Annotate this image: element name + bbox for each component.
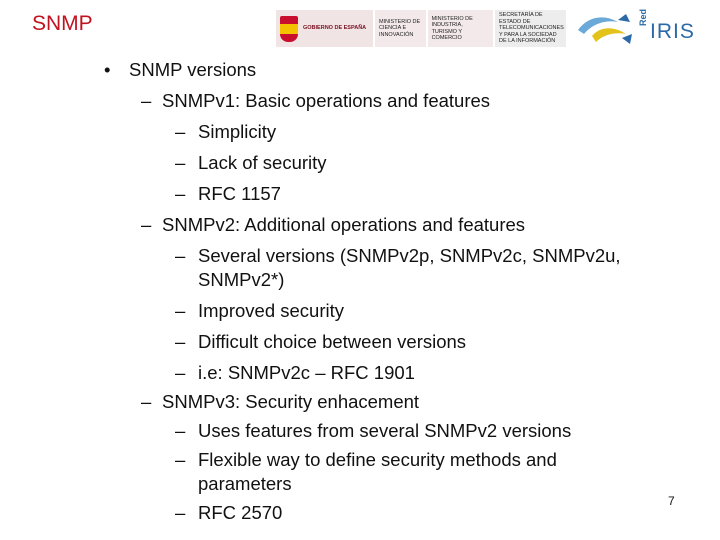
bullet-improved-security: Improved security — [198, 300, 344, 321]
dash-marker: – — [175, 183, 186, 204]
secretaria-logo: SECRETARÍA DE ESTADO DE TELECOMUNICACIONES Y PARA LA SOCIEDAD DE LA INFORMACIÓN — [495, 10, 566, 47]
bullet-several-versions: Several versions (SNMPv2p, SNMPv2c, SNMPv2u, — [198, 245, 621, 266]
bullet-snmpv1: SNMPv1: Basic operations and features — [162, 90, 491, 111]
gobierno-logo — [276, 10, 373, 47]
bullet-difficult-choice: Difficult choice between versions — [198, 331, 467, 352]
ministerio-ciencia-logo: MINISTERIO DE CIENCIA E INNOVACIÓN — [375, 10, 426, 47]
dash-marker: – — [141, 214, 152, 235]
bullet-snmpv2: SNMPv2: Additional operations and features — [162, 214, 526, 235]
dash-marker: – — [175, 502, 186, 523]
bullet-snmpv3: SNMPv3: Security enhacement — [162, 391, 420, 412]
bullet-simplicity: Simplicity — [198, 121, 277, 142]
coat-of-arms-icon — [280, 16, 298, 42]
bullet-flexible-way: Flexible way to define security methods and — [198, 449, 557, 470]
rediris-name: IRIS — [650, 20, 695, 43]
dash-marker: – — [141, 391, 152, 412]
dash-marker: – — [175, 152, 186, 173]
slide-title: SNMP — [32, 12, 93, 35]
page-number: 7 — [668, 494, 675, 508]
bullet-several-versions-cont: SNMPv2*) — [198, 269, 285, 290]
dash-marker: – — [175, 449, 186, 470]
bullet-marker: • — [104, 59, 111, 80]
dash-marker: – — [175, 300, 186, 321]
ministerio-industria-logo: MINISTERIO DE INDUSTRIA, TURISMO Y COMERCIO — [428, 10, 493, 47]
rediris-emblem-icon — [574, 8, 636, 50]
bullet-rfc-2570: RFC 2570 — [198, 502, 283, 523]
dash-marker: – — [175, 420, 186, 441]
rediris-logo — [574, 8, 704, 50]
bullet-uses-features: Uses features from several SNMPv2 versions — [198, 420, 572, 441]
bullet-rfc-1157: RFC 1157 — [198, 183, 281, 204]
dash-marker: – — [141, 90, 152, 111]
dash-marker: – — [175, 331, 186, 352]
rediris-prefix: Red — [638, 8, 648, 26]
dash-marker: – — [175, 362, 186, 383]
dash-marker: – — [175, 245, 186, 266]
gobierno-text: GOBIERNO DE ESPAÑA — [303, 25, 367, 32]
sponsor-logos — [276, 10, 566, 47]
bullet-rfc-1901: i.e: SNMPv2c – RFC 1901 — [198, 362, 415, 383]
dash-marker: – — [175, 121, 186, 142]
bullet-flexible-way-cont: parameters — [198, 473, 292, 494]
bullet-snmp-versions: SNMP versions — [129, 59, 257, 80]
bullet-lack-of-security: Lack of security — [198, 152, 327, 173]
